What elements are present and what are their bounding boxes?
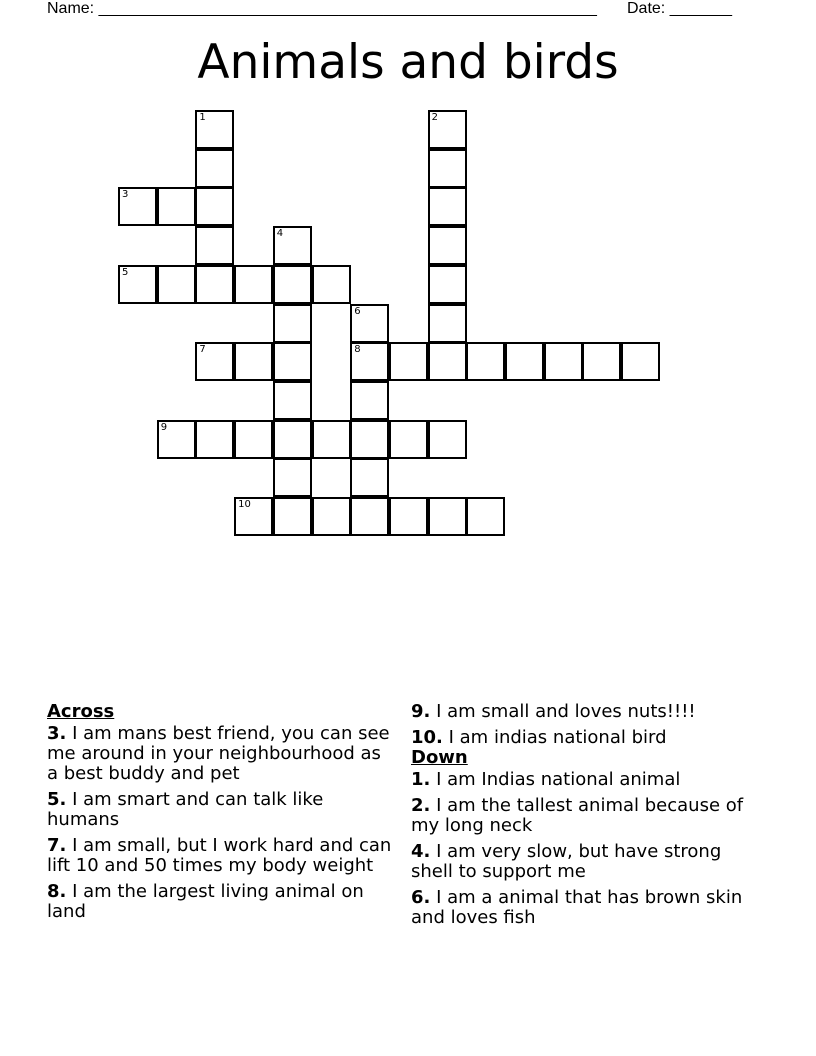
clue-text: I am mans best friend, you can see me around in your neighbourhood as a best buddy and pet [47, 723, 390, 784]
crossword-cell[interactable] [350, 342, 389, 381]
clue-number-label: 5 [122, 266, 129, 278]
clue-text: I am indias national bird [448, 727, 667, 748]
crossword-cell[interactable] [195, 187, 234, 226]
crossword-cell[interactable] [195, 226, 234, 265]
crossword-cell[interactable] [428, 226, 467, 265]
crossword-cell[interactable] [544, 342, 583, 381]
clue-across-3 [47, 724, 397, 784]
crossword-cell[interactable] [350, 458, 389, 497]
crossword-cell[interactable] [273, 304, 312, 343]
crossword-cell[interactable] [350, 304, 389, 343]
clue-number-label: 8 [354, 344, 361, 356]
crossword-cell[interactable] [466, 497, 505, 536]
crossword-cell[interactable] [157, 265, 196, 304]
down-heading: Down [411, 747, 468, 768]
clue-number-label: 4 [276, 228, 284, 240]
crossword-cell[interactable] [428, 304, 467, 343]
crossword-cell[interactable] [195, 110, 234, 149]
crossword-cell[interactable] [312, 420, 351, 459]
crossword-cell[interactable] [157, 420, 196, 459]
clue-text: I am smart and can talk like humans [47, 789, 324, 830]
crossword-cell[interactable] [195, 149, 234, 188]
crossword-cell[interactable] [157, 187, 196, 226]
crossword-cell[interactable] [312, 265, 351, 304]
crossword-cell[interactable] [466, 342, 505, 381]
crossword-cell[interactable] [273, 265, 312, 304]
clue-down-2 [411, 796, 751, 836]
clue-text: I am a animal that has brown skin and loves fish [411, 887, 743, 928]
clue-number: 7. [47, 835, 67, 856]
clue-across-5 [47, 790, 397, 830]
clue-down-1 [411, 770, 751, 790]
clue-across-8 [47, 882, 397, 922]
clue-across-7 [47, 836, 397, 876]
clue-down-6 [411, 888, 751, 928]
clue-number-label: 1 [199, 112, 206, 123]
crossword-cell[interactable] [234, 265, 273, 304]
crossword-cell[interactable] [389, 497, 428, 536]
crossword-cell[interactable] [234, 497, 273, 536]
name-field-label: Name: ________________________________________________________ [47, 0, 597, 17]
clue-number: 10. [411, 727, 443, 748]
crossword-cell[interactable] [428, 149, 467, 188]
clue-text: I am small and loves nuts!!!! [436, 701, 696, 722]
crossword-cell[interactable] [118, 187, 157, 226]
clue-text: I am small, but I work hard and can lift 10 and 50 times my body weight [47, 835, 392, 876]
crossword-cell[interactable] [234, 420, 273, 459]
clue-number-label: 2 [431, 112, 438, 123]
clues-column-right [411, 702, 751, 934]
crossword-cell[interactable] [428, 110, 467, 149]
date-field-label: Date: _______ [627, 0, 732, 17]
crossword-cell[interactable] [582, 342, 621, 381]
clue-number: 3. [47, 723, 67, 744]
crossword-cell[interactable] [428, 187, 467, 226]
clue-number-label: 7 [199, 344, 206, 356]
page-title: Animals and birds [197, 35, 619, 90]
clue-number-label: 6 [354, 305, 361, 317]
crossword-cell[interactable] [195, 342, 234, 381]
clue-number: 9. [411, 701, 431, 722]
across-heading: Across [47, 701, 115, 722]
clue-text: I am the largest living animal on land [47, 881, 364, 922]
clue-number: 6. [411, 887, 431, 908]
clue-down-4 [411, 842, 751, 882]
clue-text: I am the tallest animal because of my long neck [411, 795, 744, 836]
clue-number: 2. [411, 795, 431, 816]
clue-text: I am Indias national animal [436, 769, 681, 790]
crossword-cell[interactable] [350, 497, 389, 536]
clue-number-label: 3 [122, 189, 129, 201]
crossword-cell[interactable] [505, 342, 544, 381]
crossword-cell[interactable] [273, 381, 312, 420]
crossword-cell[interactable] [312, 497, 351, 536]
clue-across-10 [411, 728, 751, 748]
crossword-cell[interactable] [428, 497, 467, 536]
crossword-cell[interactable] [273, 458, 312, 497]
crossword-cell[interactable] [389, 420, 428, 459]
clue-number-label: 10 [238, 499, 251, 510]
crossword-cell[interactable] [428, 342, 467, 381]
crossword-cell[interactable] [350, 381, 389, 420]
clue-text: I am very slow, but have strong shell to support me [411, 841, 722, 882]
clue-number: 1. [411, 769, 431, 790]
clue-across-9 [411, 702, 751, 722]
clues-column-left [47, 702, 397, 928]
crossword-cell[interactable] [428, 420, 467, 459]
crossword-cell[interactable] [273, 342, 312, 381]
clue-number: 5. [47, 789, 67, 810]
crossword-cell[interactable] [428, 265, 467, 304]
clue-number-label: 9 [160, 421, 168, 433]
crossword-cell[interactable] [118, 265, 157, 304]
crossword-cell[interactable] [273, 226, 312, 265]
crossword-cell[interactable] [195, 265, 234, 304]
crossword-cell[interactable] [389, 342, 428, 381]
crossword-cell[interactable] [273, 497, 312, 536]
clue-number: 8. [47, 881, 67, 902]
crossword-cell[interactable] [234, 342, 273, 381]
crossword-cell[interactable] [350, 420, 389, 459]
crossword-cell[interactable] [273, 420, 312, 459]
crossword-cell[interactable] [195, 420, 234, 459]
crossword-cell[interactable] [621, 342, 660, 381]
clue-number: 4. [411, 841, 431, 862]
